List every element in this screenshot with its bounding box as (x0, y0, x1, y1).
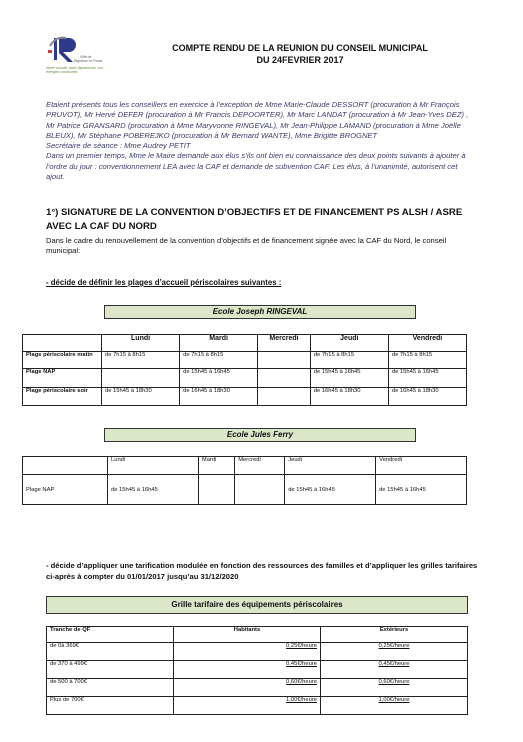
intro-block (46, 100, 478, 182)
table-cell: de 7h15 à 8h15 (310, 352, 388, 369)
table-cell (258, 369, 311, 388)
table-header: Mercredi (258, 335, 311, 352)
logo-slogan: Notre volonté, notre dynamisme, vos énergies communes (46, 66, 103, 74)
table-cell: 0,45€/heure (174, 661, 321, 679)
table-cell: de 7h15 à 8h15 (388, 352, 466, 369)
svg-text:Rignieux Le Franc: Rignieux Le Franc (74, 59, 103, 63)
table-cell: de 7h15 à 8h15 (180, 352, 258, 369)
table-header: Mercredi (235, 457, 285, 475)
row-label: Plage NAP (23, 475, 108, 505)
tariff-grid-title: Grille tarifaire des équipements périscolaires (46, 596, 468, 614)
table-cell (258, 388, 311, 406)
table-row (47, 697, 468, 715)
title-line-2: DU 24FEVRIER 2017 (256, 55, 344, 65)
table-cell: de 16h45 à 18h30 (388, 388, 466, 406)
table-cell: 0,45€/heure (321, 661, 468, 679)
row-label: Plage périscolaire matin (23, 352, 102, 369)
table-cell: de 500 à 700€ (47, 679, 174, 697)
table-cell: 0,25€/heure (174, 643, 321, 661)
table-row (23, 388, 467, 406)
municipal-logo (46, 30, 104, 82)
table-cell: de 0à 369€ (47, 643, 174, 661)
secretary-text: Secrétaire de séance : Mme Audrey PETIT (46, 141, 191, 151)
school-2-title: Ecole Jules Ferry (104, 428, 416, 442)
table-row (23, 369, 467, 388)
table-header: Vendredi (376, 457, 467, 475)
table-cell (198, 475, 234, 505)
table-header: Lundi (108, 457, 199, 475)
table-header: Jeudi (285, 457, 376, 475)
tariff-table (46, 626, 468, 715)
row-label: Plage périscolaire soir (23, 388, 102, 406)
table-cell: de 7h15 à 8h15 (102, 352, 180, 369)
school-1-schedule-table (22, 334, 467, 406)
table-header: Jeudi (310, 335, 388, 352)
title-line-1: COMPTE RENDU DE LA REUNION DU CONSEIL MUNICIPAL (172, 43, 428, 53)
attendance-text: Etaient présents tous les conseillers en exercice à l’exception de Mme Marie-Claude DESSORT (procuration à Mr François PRUVOT), Mr Hervé DEFER (procuration à Mr Francis DEPOORTER), Mr Marc LANDAT (procuration à Mr Jean-Yves DEZ) , Mr Patrice GRANSARD (procuration à Mme Maryvonne RINGEVAL), Mr Jean-Philippe LAMAND (procuration à Mme Joëlle BLEUX), Mr Stéphane POBEREJKO (procuration à Mr Bernard WANTE), Mme Brigitte BROGNET (46, 100, 469, 140)
decision-1: - décide de définir les plages d’accueil périscolaires suivantes : (46, 278, 282, 287)
section-paragraph: Dans le cadre du renouvellement de la convention d’objectifs et de financement signée avec la CAF du Nord, le conseil municipal: (46, 236, 447, 256)
table-row (23, 352, 467, 369)
table-header: Mardi (198, 457, 234, 475)
table-cell: de 15h45 à 18h30 (102, 388, 180, 406)
table-cell (102, 369, 180, 388)
table-cell (258, 352, 311, 369)
table-header: Lundi (102, 335, 180, 352)
section-heading: 1°) SIGNATURE DE LA CONVENTION D’OBJECTIFS ET DE FINANCEMENT PS ALSH / ASRE AVEC LA CAF DU NORD (46, 207, 463, 232)
table-cell: de 15h45 à 16h45 (108, 475, 199, 505)
table-header (23, 335, 102, 352)
decision-2: - décide d’appliquer une tarification modulée en fonction des ressources des familles et d’appliquer les grilles tarifaires ci-après à compter du 01/01/2017 jusqu’au 31/12/2020 (46, 561, 478, 581)
table-row (47, 679, 468, 697)
table-header: Habitants (174, 627, 321, 643)
table-cell: 1,00€/heure (174, 697, 321, 715)
agenda-addition-text: Dans un premier temps, Mme le Maire demande aux élus s’ils ont bien eu connaissance des deux points suivants à ajouter à l’ordre du jour : conventionnement LEA avec la CAF et demande de subvention CAF. Les élus, à l’unanimité, autorisent cet ajout. (46, 151, 466, 182)
document-title (130, 42, 470, 66)
table-cell: de 15h45 à 16h45 (285, 475, 376, 505)
table-cell: de 370 à 499€ (47, 661, 174, 679)
logo-mark-icon (46, 30, 104, 66)
row-label: Plage NAP (23, 369, 102, 388)
table-cell: de 15h45 à 16h45 (388, 369, 466, 388)
table-cell: 1,00€/heure (321, 697, 468, 715)
table-cell: Plus de 700€ (47, 697, 174, 715)
table-cell: 0,60€/heure (321, 679, 468, 697)
table-row (47, 661, 468, 679)
table-cell: de 16h45 à 18h30 (310, 388, 388, 406)
table-cell: 0,25€/heure (321, 643, 468, 661)
table-cell: de 15h45 à 16h45 (180, 369, 258, 388)
table-cell: de 15h45 à 16h45 (310, 369, 388, 388)
table-cell (235, 475, 285, 505)
table-header: Tranche de QF (47, 627, 174, 643)
school-1-title: Ecole Joseph RINGEVAL (104, 305, 416, 319)
table-cell: 0,60€/heure (174, 679, 321, 697)
svg-text:Ville de: Ville de (80, 55, 92, 59)
table-cell: de 16h45 à 18h30 (180, 388, 258, 406)
school-2-schedule-table (22, 456, 467, 505)
table-cell: de 15h45 à 16h45 (376, 475, 467, 505)
table-header: Vendredi (388, 335, 466, 352)
table-header (23, 457, 108, 475)
table-row (23, 475, 467, 505)
table-header: Extérieurs (321, 627, 468, 643)
table-header: Mardi (180, 335, 258, 352)
table-row (47, 643, 468, 661)
